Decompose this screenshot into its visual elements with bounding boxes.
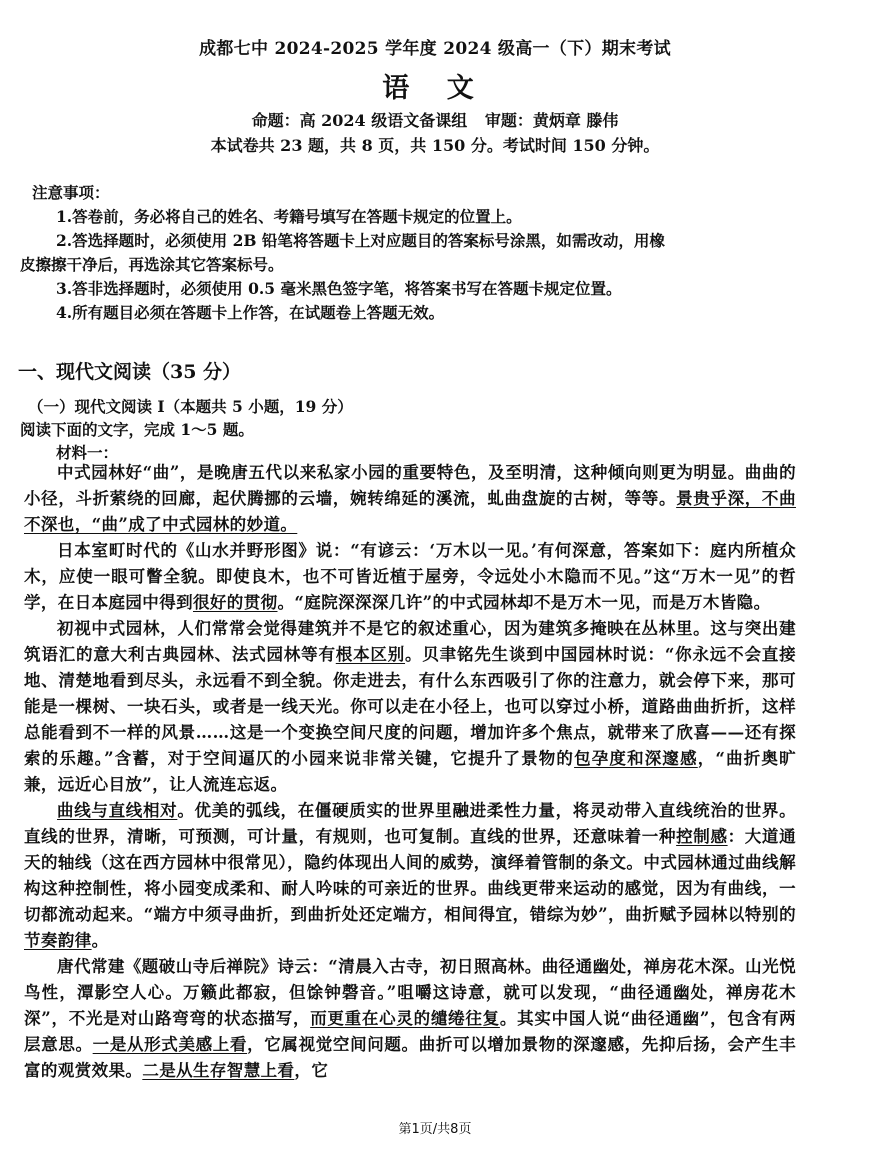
underlined-text: 很好的贯彻 bbox=[193, 593, 278, 612]
text-run: 。贝聿铭先生谈到中国园林时说：“你永远不会直接地、清楚地看到尽头，永远看不到全貌。你走进去，有什么东西吸引了你的注意力，就会停下来，那可能是一棵树、一块石头，或者是一线天光。你可以走在小径上，也可以穿过小桥，道路曲曲折折，这样总能看到不一样的风景……这是一个变换空间尺度的问题，增加许多个焦点，就带来了欣喜——还有探索的乐趣。”含蓄，对于空间逼仄的小园来说非常关键，它提升了景物的 bbox=[24, 645, 796, 768]
underlined-text: 根本区别 bbox=[335, 645, 406, 664]
paragraph bbox=[24, 616, 796, 798]
text-run: 。 bbox=[91, 931, 109, 950]
text-run: 中式园林好“曲”，是晚唐五代以来私家小园的重要特色，及至明清，这种倾向则更为明显。曲曲的小径，斗折萦绕的回廊，起伏腾挪的云墙，婉转绵延的溪流，虬曲盘旋的古树，等等。 bbox=[24, 463, 796, 508]
reading-instruction: 阅读下面的文字，完成 1～5 题。 bbox=[20, 420, 254, 439]
underlined-text: 而更重在心灵的缱绻往复 bbox=[310, 1009, 500, 1028]
note-item-continuation: 皮擦擦干净后，再选涂其它答案标号。 bbox=[20, 255, 284, 274]
section-title: 一、现代文阅读（35 分） bbox=[18, 361, 242, 383]
underlined-text: 包孕度和深邃感 bbox=[574, 749, 698, 768]
note-item: 2.答选择题时，必须使用 2B 铅笔将答题卡上对应题目的答案标号涂黑，如需改动，用橡 bbox=[56, 231, 665, 250]
underlined-text: 二是从生存智慧上看 bbox=[142, 1061, 295, 1080]
subject-title: 语 文 bbox=[382, 73, 488, 104]
note-item: 4.所有题目必须在答题卡上作答，在试题卷上答题无效。 bbox=[56, 303, 445, 322]
exam-title: 成都七中 2024-2025 学年度 2024 级高一（下）期末考试 bbox=[199, 39, 671, 59]
paragraph bbox=[24, 954, 796, 1084]
underlined-text: 曲线与直线相对 bbox=[57, 801, 178, 820]
exam-info: 本试卷共 23 题，共 8 页，共 150 分。考试时间 150 分钟。 bbox=[210, 136, 660, 155]
text-run: ，“曲折奥旷兼，远近心目放”，让人流连忘返。 bbox=[24, 749, 796, 794]
note-item: 3.答非选择题时，必须使用 0.5 毫米黑色签字笔，将答案书写在答题卡规定位置。 bbox=[56, 279, 622, 298]
text-run: ：大道通天的轴线（这在西方园林中很常见），隐约体现出人间的威势，演绎着管制的条文。中式园林通过曲线解构这种控制性，将小园变成柔和、耐人吟味的可亲近的世界。曲线更带来运动的感觉，因为有曲线，一切都流动起来。“端方中须寻曲折，到曲折处还定端方，相间得宜，错综为妙”，曲折赋予园林以特别的 bbox=[24, 827, 796, 924]
authors-line bbox=[0, 108, 870, 131]
text-run: ，它属视觉空间问题。曲折可以增加景物的深邃感，先抑后扬，会产生丰富的观赏效果。 bbox=[24, 1035, 796, 1080]
underlined-text: 景贵乎深，不曲不深也，“曲”成了中式园林的妙道。 bbox=[24, 489, 796, 534]
page-number: 第1页/共8页 bbox=[398, 1122, 472, 1137]
underlined-text: 一是从形式美感上看 bbox=[92, 1035, 248, 1054]
text-run: 。优美的弧线，在僵硬质实的世界里融进柔性力量，将灵动带入直线统治的世界。直线的世界，清晰，可预测，可计量，有规则，也可复制。直线的世界，还意味着一种 bbox=[24, 801, 796, 846]
note-item: 1.答卷前，务必将自己的姓名、考籍号填写在答题卡规定的位置上。 bbox=[56, 207, 522, 226]
paragraph bbox=[24, 460, 796, 538]
notes-title: 注意事项： bbox=[32, 183, 110, 202]
underlined-text: 节奏韵律 bbox=[24, 931, 92, 950]
underlined-text: 控制感 bbox=[676, 827, 728, 846]
text-run: ，它 bbox=[294, 1061, 329, 1080]
reading-passage bbox=[24, 460, 796, 1084]
paragraph bbox=[24, 538, 796, 616]
paragraph bbox=[24, 798, 796, 954]
text-run: 唐代常建《题破山寺后禅院》诗云：“清晨入古寺，初日照高林。曲径通幽处，禅房花木深。山光悦鸟性，潭影空人心。万籁此都寂，但馀钟磬音。”咀嚼这诗意，就可以发现，“曲径通幽处，禅房花木深”，不光是对山路弯弯的状态描写， bbox=[24, 957, 796, 1028]
text-run: 。“庭院深深深几许”的中式园林却不是万木一见，而是万木皆隐。 bbox=[277, 593, 771, 612]
setter-text: 命题：高 2024 级语文备课组 bbox=[251, 111, 468, 130]
text-run: 日本室町时代的《山水并野形图》说：“有谚云：‘万木以一见。’有何深意，答案如下：庭内所植众木，应使一眼可瞥全貌。即使良木，也不可皆近植于屋旁，令远处小木隐而不见。”这“万木一见”的哲学，在日本庭园中得到 bbox=[24, 541, 796, 612]
reviewer-text: 审题：黄炳章 滕伟 bbox=[484, 111, 619, 130]
notes-block bbox=[20, 181, 850, 325]
text-run: 初视中式园林，人们常常会觉得建筑并不是它的叙述重心，因为建筑多掩映在丛林里。这与突出建筑语汇的意大利古典园林、法式园林等有 bbox=[24, 619, 796, 664]
subsection-title: （一）现代文阅读 I（本题共 5 小题，19 分） bbox=[28, 397, 353, 416]
material-label: 材料一： bbox=[56, 443, 119, 462]
text-run: 。其实中国人说“曲径通幽”，包含有两层意思。 bbox=[24, 1009, 796, 1054]
